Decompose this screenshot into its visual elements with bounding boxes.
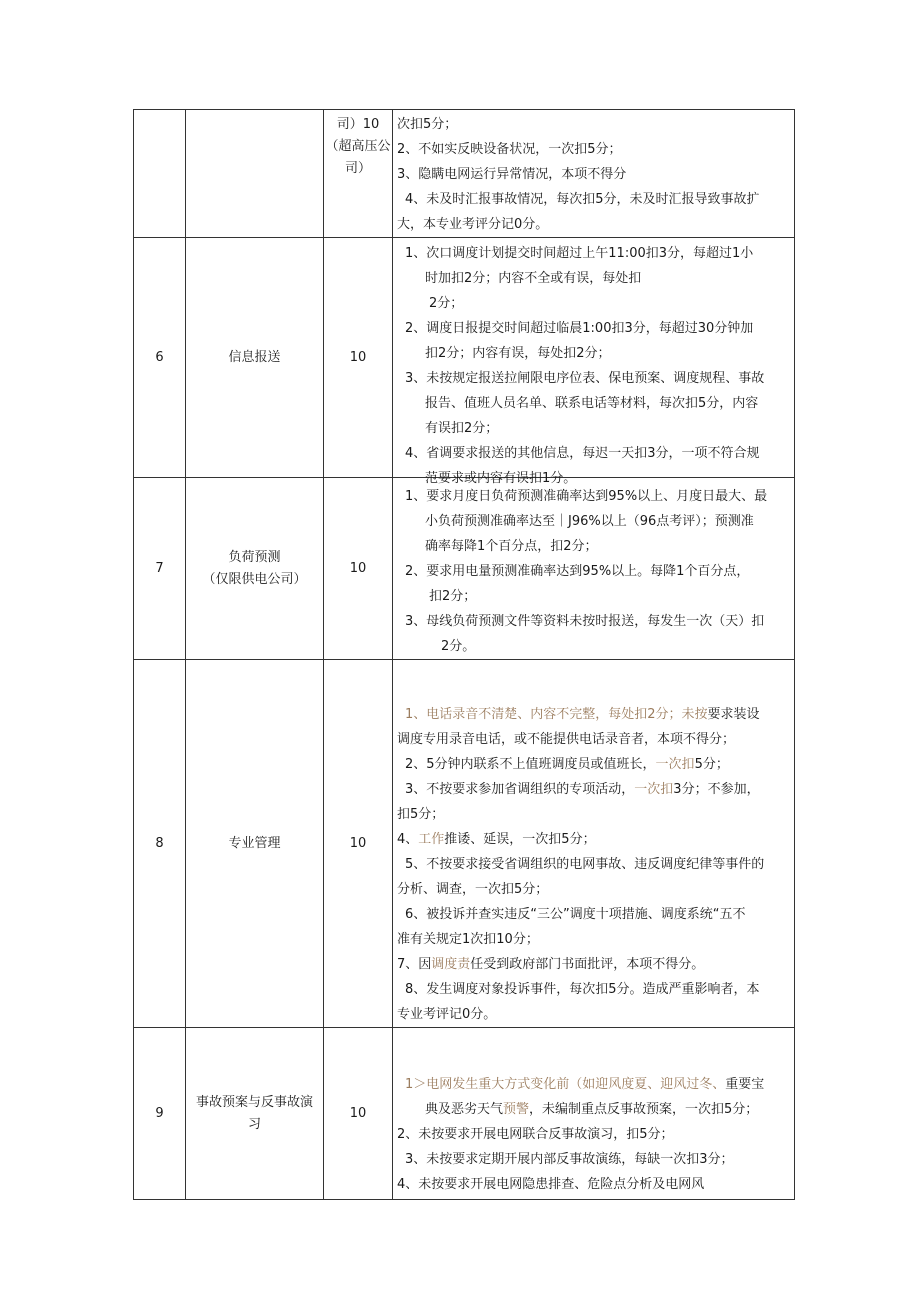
rule-line: 次扣5分；: [397, 117, 458, 132]
rule-line: 7、因调度责任受到政府部门书面批评，本项不得分。: [397, 957, 705, 972]
row-rules: [393, 478, 795, 660]
row-number: 6: [134, 238, 186, 478]
rule-line: 有误扣2分；: [425, 420, 499, 436]
rule-line: 2、要求用电量预测准确率达到95%以上。每降1个百分点，: [405, 564, 750, 579]
rule-line: 准有关规定1次扣10分；: [397, 932, 539, 947]
rule-line: 大，本专业考评分记0分。: [397, 217, 549, 232]
rule-line: 小负荷预测准确率达至｜J96%以上（96点考评）；预测准: [425, 514, 754, 529]
rule-line: 2、调度日报提交时间超过临晨1:00扣3分，每超过30分钟加: [405, 320, 754, 336]
row-score: 10: [324, 1028, 393, 1200]
rule-line: 4、省调要求报送的其他信息，每迟一天扣3分，一项不符合规: [405, 445, 760, 461]
table-row: [134, 110, 795, 238]
highlight-text: 一次扣: [634, 782, 674, 797]
rule-line: 报告、值班人员名单、联系电话等材料，每次扣5分，内容: [425, 395, 759, 411]
rule-line: 4、未按要求开展电网隐患排查、危险点分析及电网风: [397, 1177, 705, 1192]
rule-line: 时加扣2分；内容不全或有误，每处扣: [425, 270, 642, 286]
table-row: [134, 238, 795, 478]
rule-line: 4、未及时汇报事故情况，每次扣5分，未及时汇报导致事故扩: [405, 192, 760, 207]
highlight-text: 1＞电网发生重大方式变化前（如迎风度夏、迎风过冬、: [405, 1077, 726, 1092]
rule-line: 4、工作推诿、延误，一次扣5分；: [397, 832, 596, 847]
row-item-name: 专业管理: [186, 660, 324, 1028]
row-item-name: [186, 478, 324, 660]
rule-line: 扣2分；内容有误，每处扣2分；: [425, 345, 611, 361]
rule-line: 典及恶劣天气预警，未编制重点反事故预案，一次扣5分；: [425, 1102, 759, 1117]
rule-line: 3、不按要求参加省调组织的专项活动，一次扣3分；不参加，: [405, 782, 760, 797]
row-item-name: 事故预案与反事故演习: [186, 1028, 324, 1200]
rule-line: 调度专用录音电话，或不能提供电话录音者，本项不得分；: [397, 732, 736, 747]
rule-line: 6、被投诉并查实违反“三公”调度十项措施、调度系统“五不: [405, 907, 746, 922]
row-rules: [393, 660, 795, 1028]
row-number: [134, 110, 186, 238]
rule-line: 范要求或内容有误扣1分。: [425, 470, 577, 486]
row-score: 10: [324, 238, 393, 478]
row-score: 10: [324, 660, 393, 1028]
rule-line: 5、不按要求接受省调组织的电网事故、违反调度纪律等事件的: [405, 857, 765, 872]
table-row: [134, 478, 795, 660]
rule-line: 1、电话录音不清楚、内容不完整，每处扣2分；未按要求装设: [405, 707, 760, 722]
row-item-name: [186, 110, 324, 238]
row-score: 司）10（超高压公司）: [324, 110, 393, 238]
rule-line: 1、要求月度日负荷预测准确率达到95%以上、月度日最大、最: [405, 489, 768, 504]
row-number: 8: [134, 660, 186, 1028]
highlight-text: 调度责: [431, 957, 471, 972]
table-row: [134, 1028, 795, 1200]
row-number: 7: [134, 478, 186, 660]
highlight-text: 一次扣: [655, 757, 695, 772]
table-row: [134, 660, 795, 1028]
rule-line: 1、次口调度计划提交时间超过上午11:00扣3分，每超过1小: [405, 245, 754, 261]
rule-line: 扣2分；: [429, 589, 477, 604]
highlight-text: 工作: [418, 832, 445, 847]
assessment-table: [133, 109, 795, 1200]
highlight-text: 预警: [503, 1102, 530, 1117]
rule-line: 8、发生调度对象投诉事件，每次扣5分。造成严重影响者，本: [405, 982, 760, 997]
item-name-note: （仅限供电公司）: [202, 571, 307, 587]
rule-line: 专业考评记0分。: [397, 1007, 497, 1022]
rule-line: 2、未按要求开展电网联合反事故演习，扣5分；: [397, 1127, 674, 1142]
row-number: 9: [134, 1028, 186, 1200]
rule-line: 确率每降1个百分点，扣2分；: [425, 539, 598, 554]
rule-line: 3、母线负荷预测文件等资料未按时报送，每发生一次（天）扣: [405, 614, 765, 629]
rule-line: 分析、调查，一次扣5分；: [397, 882, 549, 897]
row-rules: [393, 110, 795, 238]
rule-line: 扣5分；: [397, 807, 445, 822]
row-rules: [393, 1028, 795, 1200]
row-score: 10: [324, 478, 393, 660]
rule-line: 3、未按要求定期开展内部反事故演练，每缺一次扣3分；: [405, 1152, 734, 1167]
rule-line: 2分。: [441, 639, 476, 654]
item-name-line: 负荷预测: [228, 549, 281, 565]
rule-line: 3、未按规定报送拉闸限电序位表、保电预案、调度规程、事故: [405, 370, 765, 386]
rule-line: 2、5分钟内联系不上值班调度员或值班长，一次扣5分；: [405, 757, 729, 772]
row-rules: [393, 238, 795, 486]
row-item-name: 信息报送: [186, 238, 324, 478]
highlight-text: 1、电话录音不清楚、内容不完整，每处扣2分；未按: [405, 707, 708, 722]
rule-line: 3、隐瞒电网运行异常情况，本项不得分: [397, 167, 627, 182]
rule-line: 2、不如实反映设备状况，一次扣5分；: [397, 142, 622, 157]
rule-line: 2分；: [429, 295, 464, 311]
rule-line: 1＞电网发生重大方式变化前（如迎风度夏、迎风过冬、重要宝: [405, 1077, 765, 1092]
